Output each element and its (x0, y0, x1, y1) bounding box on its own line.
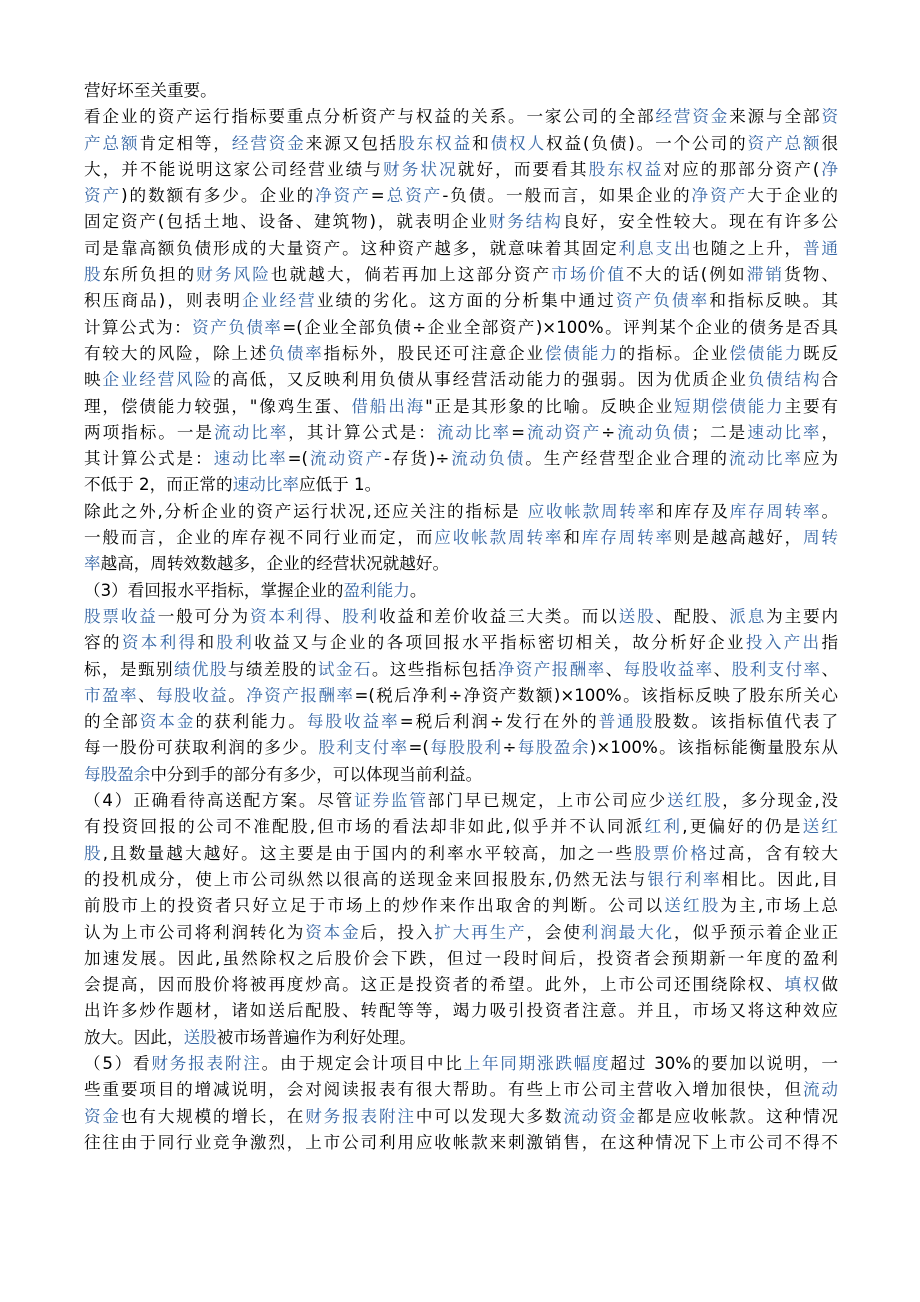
keyword-link[interactable]: 股利支付率 (318, 738, 409, 758)
text-run: 映 (84, 370, 103, 390)
keyword-link[interactable]: 投入产出 (745, 633, 822, 653)
text-line (84, 630, 838, 656)
text-run: 的全部 (84, 712, 140, 732)
text-line (84, 1104, 838, 1130)
text-run: 固定资产(包括土地、设备、建筑物)，就表明企业 (84, 212, 489, 232)
text-run: （3）看回报水平指标，掌握企业的 (84, 580, 344, 600)
text-run: 很 (821, 133, 838, 153)
text-run: 货物、 (784, 265, 838, 285)
text-run: 也随之上升， (692, 238, 803, 258)
text-line (84, 814, 838, 840)
text-line (84, 867, 838, 893)
text-run: 过高，含有较大 (709, 843, 838, 863)
text-run: （4）正确看待高送配方案。尽管 (84, 791, 355, 811)
text-run: ,且数量越大越好。这主要是由于国内的利率水平较高，加之一些 (102, 843, 635, 863)
text-run: 来源又包括 (305, 133, 399, 153)
text-run: 前股市上的投资者只好立足于市场上的炒作来作出取舍的判断。公司以 (84, 896, 665, 916)
text-run: 计算公式为： (84, 317, 193, 337)
text-run: ， (821, 422, 838, 442)
text-line (84, 157, 838, 183)
text-run: 一般可分为 (157, 606, 250, 626)
text-run: 应低于 1。 (298, 475, 382, 495)
text-run: )×100%。该指标能衡量股东从 (589, 738, 838, 758)
keyword-link[interactable]: 资产负债率 (192, 317, 283, 337)
text-run: =( (408, 738, 429, 758)
keyword-link[interactable]: 试金石 (317, 659, 372, 679)
keyword-link[interactable]: 股票价格 (634, 843, 710, 863)
text-line (84, 1077, 838, 1103)
text-run: ，多分现金,没 (722, 791, 838, 811)
keyword-link[interactable]: 财务结构 (488, 212, 563, 232)
text-line (84, 394, 838, 420)
keyword-link[interactable]: 库存周转率 (581, 528, 674, 548)
text-run: 与绩差股的 (227, 659, 318, 679)
text-run: 、 (138, 685, 157, 705)
text-run: 后，投入 (360, 922, 435, 942)
keyword-link[interactable]: 净 (819, 159, 838, 179)
keyword-link[interactable]: 资产总额 (747, 133, 822, 153)
text-run: 、 (821, 659, 838, 679)
text-line (84, 209, 838, 235)
keyword-link[interactable]: 流动资产 (525, 422, 602, 442)
text-run: ,更偏好的仍是 (682, 817, 803, 837)
text-run: 每一股份可获取利润的多少。 (84, 738, 319, 758)
text-run: 不低于 2，而正常的 (84, 475, 233, 495)
keyword-link[interactable]: 盈利能力 (343, 580, 410, 600)
text-run: 越高，周转效数越多，企业的经营状况就越好。 (100, 554, 450, 574)
keyword-link[interactable]: 利息支出 (618, 238, 693, 258)
text-run: 对应的那部分资产( (663, 159, 820, 179)
keyword-link[interactable]: 流动负债 (449, 449, 526, 469)
keyword-link[interactable]: 红利 (644, 817, 683, 837)
text-run: 标，是甄别 (84, 659, 174, 679)
keyword-link[interactable]: 流动比率 (436, 422, 512, 442)
text-line (84, 604, 838, 630)
keyword-link[interactable]: 负债率 (268, 343, 324, 363)
keyword-link[interactable]: 资本利得 (249, 606, 324, 626)
keyword-link[interactable]: 股利支付率 (731, 659, 822, 679)
keyword-link[interactable]: 绩优股 (173, 659, 228, 679)
text-run: （5）看 (84, 1053, 152, 1073)
text-run: 营好坏至关重要。 (84, 81, 217, 100)
text-run: 被市场普遍作为利好处理。 (216, 1027, 416, 1047)
text-run: 中可以发现大多数 (415, 1106, 564, 1126)
text-line (84, 183, 838, 209)
text-run: 和 (472, 133, 491, 153)
keyword-link[interactable]: 流动比率 (214, 422, 289, 442)
keyword-link[interactable]: 速动比率 (747, 422, 822, 442)
text-run: ，其计算公式是： (288, 422, 437, 442)
text-run: ；二是 (691, 422, 748, 442)
keyword-link[interactable]: 送股 (618, 606, 656, 626)
keyword-link[interactable]: 总资产 (384, 186, 443, 206)
keyword-link[interactable]: 每股收益 (156, 685, 229, 705)
text-run: 不大的话(例如 (626, 265, 747, 285)
text-run: 权益(负债)。一个公司的 (546, 133, 748, 153)
text-run: 加速发展。因此,虽然除权之后股价会下跌，但过一段时间后，投资者会预期新一年度的盈利 (84, 948, 838, 968)
text-run: 中分到手的部分有多少，可以体现当前利益。 (150, 764, 483, 784)
text-run: 、 (605, 659, 624, 679)
text-run: 股数。该指标值代表了 (654, 712, 838, 732)
text-line (84, 104, 838, 130)
text-run: 。这些指标包括 (371, 659, 498, 679)
text-run: 的高低，又反映利用负债从事经营活动能力的强弱。因为优质企业 (213, 370, 748, 390)
text-run: 除此之外,分析企业的资产运行状况,还应关注的指标是 (84, 501, 528, 521)
keyword-link[interactable]: 应收帐款周转率 (527, 501, 657, 521)
keyword-link[interactable]: 资本利得 (121, 633, 198, 653)
keyword-link[interactable]: 股东权益 (588, 159, 664, 179)
keyword-link[interactable]: 速动比率 (213, 449, 288, 469)
text-run: 来源与全部 (729, 107, 822, 127)
text-run: = (511, 422, 526, 442)
text-run: 指 (821, 633, 838, 653)
text-run: 。 (228, 685, 247, 705)
text-run: -负债。一般而言，如果企业的 (442, 186, 692, 206)
text-run: 良好，安全性较大。现在有许多公 (562, 212, 838, 232)
text-run: 。 (821, 501, 838, 521)
keyword-link[interactable]: 滞销 (746, 265, 785, 285)
text-run: )的数额有多少。企业的 (121, 186, 316, 206)
text-run: 既反 (803, 343, 838, 363)
text-run: 一般而言，企业的库存视不同行业而定，而 (84, 528, 435, 548)
text-run: 和 (197, 633, 217, 653)
text-line (84, 657, 838, 683)
text-line (84, 893, 838, 919)
text-line (84, 288, 838, 314)
text-line (84, 709, 838, 735)
keyword-link[interactable]: 偿债能力 (729, 343, 804, 363)
text-run: 、配股、 (655, 606, 730, 626)
keyword-link[interactable]: 资产 (84, 186, 122, 206)
text-run: 大，并不能说明这家公司经营业绩与 (84, 159, 384, 179)
keyword-link[interactable]: 填权 (784, 975, 822, 995)
text-run: 东所负担的 (102, 265, 197, 285)
keyword-link[interactable]: 债权人 (490, 133, 547, 153)
text-run: 合 (821, 370, 838, 390)
text-run: 放大。因此， (84, 1027, 184, 1047)
keyword-link[interactable]: 流动负债 (615, 422, 692, 442)
keyword-link[interactable]: 股东权益 (398, 133, 473, 153)
keyword-link[interactable]: 每股盈余 (516, 738, 590, 758)
keyword-link[interactable]: 流动 (802, 1080, 838, 1100)
text-line (84, 472, 838, 498)
keyword-link[interactable]: 送红股 (664, 896, 721, 916)
keyword-link[interactable]: 上年同期涨跌幅度 (463, 1053, 611, 1073)
text-run: 大于企业的 (747, 186, 838, 206)
text-run: 也有大规模的增长，在 (120, 1106, 306, 1126)
keyword-link[interactable]: 股利 (216, 633, 255, 653)
text-line (84, 1051, 838, 1077)
text-run: 。由于规定会计项目中比 (261, 1053, 464, 1073)
document-body (84, 78, 838, 1156)
keyword-link[interactable]: 利润最大化 (581, 922, 674, 942)
keyword-link[interactable]: 股票收益 (84, 606, 158, 626)
text-run: 和指标反映。其 (709, 291, 838, 311)
text-line (84, 315, 838, 341)
text-line (84, 131, 838, 157)
keyword-link[interactable]: 企业经营风险 (102, 370, 214, 390)
keyword-link[interactable]: 财务风险 (196, 265, 271, 285)
keyword-link[interactable]: 净资产报酬率 (246, 685, 355, 705)
keyword-link[interactable]: 派息 (729, 606, 767, 626)
keyword-link[interactable]: 流动资金 (563, 1106, 638, 1126)
text-run: 超过 30%的要加以说明，一 (610, 1053, 838, 1073)
text-line (84, 920, 838, 946)
text-line (84, 946, 838, 972)
text-run: =( (287, 449, 309, 469)
text-line (84, 972, 838, 998)
text-line (84, 841, 838, 867)
keyword-link[interactable]: 流动资产 (308, 449, 384, 469)
text-run: 的获利能力。 (195, 712, 307, 732)
text-line (84, 367, 838, 393)
keyword-link[interactable]: 送股 (183, 1027, 217, 1047)
text-line (84, 683, 838, 709)
keyword-link[interactable]: 普通股 (598, 712, 655, 732)
text-line (84, 525, 838, 551)
keyword-link[interactable]: 股 (84, 265, 103, 285)
text-run: 认为上市公司将利润转化为 (84, 922, 306, 942)
text-run: 就好，而要看其 (457, 159, 589, 179)
text-run: 指标外，股民还可注意企业 (323, 343, 545, 363)
keyword-link[interactable]: 股 (84, 843, 103, 863)
text-run: 主要有 (784, 396, 838, 416)
text-line (84, 420, 838, 446)
keyword-link[interactable]: 资本金 (139, 712, 196, 732)
keyword-link[interactable]: 应收帐款周转率 (434, 528, 564, 548)
keyword-link[interactable]: 周转 (803, 528, 838, 548)
text-run: 有投资回报的公司不准配股,但市场的看法却非如此,似乎并不认同派 (84, 817, 645, 837)
text-run: ，似乎预示着企业正 (673, 922, 838, 942)
keyword-link[interactable]: 净资产 (315, 186, 371, 206)
text-run: 业绩的劣化。这方面的分析集中通过 (316, 291, 616, 311)
text-run: 部门早已规定，上市公司应少 (427, 791, 668, 811)
keyword-link[interactable]: 扩大再生产 (434, 922, 527, 942)
text-run: 出许多炒作题材，诸如送后配股、转配等等，竭力吸引投资者注意。并且，市场又将这种效应 (84, 1001, 838, 1021)
text-run: 也就越大，倘若再加上这部分资产 (270, 265, 552, 285)
keyword-link[interactable]: 送红股 (667, 791, 723, 811)
keyword-link[interactable]: 净资产 (691, 186, 748, 206)
keyword-link[interactable]: 普通 (803, 238, 838, 258)
text-run: 容的 (84, 633, 122, 653)
text-run: 和 (563, 528, 582, 548)
text-line (84, 788, 838, 814)
keyword-link[interactable]: 企业经营 (242, 291, 317, 311)
keyword-link[interactable]: 银行利率 (647, 869, 722, 889)
text-run: 肯定相等， (139, 133, 232, 153)
text-line (84, 998, 838, 1024)
text-run: 些重要项目的增减说明，会对阅读报表有很大帮助。有些上市公司主营收入增加很快，但 (84, 1080, 803, 1100)
keyword-link[interactable]: 财务状况 (383, 159, 458, 179)
text-run: 、 (323, 606, 343, 626)
text-run: 。生产经营型企业合理的 (525, 449, 729, 469)
text-run: 都是应收帐款。这种情况 (637, 1106, 838, 1126)
keyword-link[interactable]: 速动比率 (232, 475, 299, 495)
keyword-link[interactable]: 每股盈余 (84, 764, 151, 784)
text-line (84, 1130, 838, 1156)
text-run: ÷ (502, 738, 517, 758)
text-run: -存货)÷ (383, 449, 450, 469)
keyword-link[interactable]: 财务报表附注 (151, 1053, 262, 1073)
text-run: 往往由于同行业竞争激烈，上市公司利用应收帐款来刺激销售，在这种情况下上市公司不得不 (84, 1132, 838, 1152)
text-run: =税后利润÷发行在外的 (399, 712, 599, 732)
text-run: =(企业全部负债÷企业全部资产)×100%。评判某个企业的债务是否具 (282, 317, 838, 337)
keyword-link[interactable]: 送红 (802, 817, 838, 837)
keyword-link[interactable]: 每股收益率 (306, 712, 400, 732)
keyword-link[interactable]: 股利 (342, 606, 379, 626)
keyword-link[interactable]: 每股股利 (428, 738, 503, 758)
text-line (84, 341, 838, 367)
text-run: 和库存及 (656, 501, 730, 521)
text-line (84, 578, 838, 604)
text-run: 的投机成分，使上市公司纵然以很高的送现金来回报股东,仍然无法与 (84, 869, 648, 889)
text-run: 理，偿债能力较强，"像鸡生蛋、 (84, 396, 352, 416)
text-run: 其计算公式是： (84, 449, 214, 469)
text-run: 会提高，因而股价将被再度炒高。这正是投资者的希望。此外，上市公司还围绕除权、 (84, 975, 785, 995)
text-run: 有较大的风险，除上述 (84, 343, 269, 363)
text-run: =(税后净利÷净资产数额)×100%。该指标反映了股东所关心 (354, 685, 838, 705)
text-run: 收益和差价收益三大类。而以 (379, 606, 619, 626)
keyword-link[interactable]: 产总额 (84, 133, 140, 153)
keyword-link[interactable]: 每股收益率 (623, 659, 714, 679)
text-run: 、 (713, 659, 732, 679)
text-line (84, 262, 838, 288)
keyword-link[interactable]: 证券监管 (354, 791, 428, 811)
keyword-link[interactable]: 短期偿债能力 (674, 396, 785, 416)
text-line (84, 551, 838, 577)
text-run: 应为 (802, 449, 838, 469)
keyword-link[interactable]: 资 (821, 107, 838, 127)
keyword-link[interactable]: 经营资金 (231, 133, 306, 153)
text-line (84, 735, 838, 761)
keyword-link[interactable]: 资本金 (305, 922, 361, 942)
text-run: 看企业的资产运行指标要重点分析资产与权益的关系。一家公司的全部 (84, 107, 656, 127)
text-run: 为主要内 (766, 606, 838, 626)
text-line (84, 446, 838, 472)
keyword-link[interactable]: 负债结构 (747, 370, 822, 390)
text-run: 则是越高越好， (673, 528, 803, 548)
keyword-link[interactable]: 库存周转率 (729, 501, 822, 521)
text-run: ，会使 (526, 922, 582, 942)
text-run: "正是其形象的比喻。反映企业 (425, 396, 675, 416)
text-run: 为主,市场上总 (720, 896, 838, 916)
keyword-link[interactable]: 财务报表附注 (305, 1106, 416, 1126)
keyword-link[interactable]: 资产负债率 (615, 291, 710, 311)
text-run: 两项指标。一是 (84, 422, 214, 442)
text-run: = (370, 186, 385, 206)
text-run: 积压商品)，则表明 (84, 291, 243, 311)
text-line (84, 1025, 838, 1051)
keyword-link[interactable]: 偿债能力 (544, 343, 619, 363)
text-line (84, 762, 838, 788)
text-run: 的指标。企业 (618, 343, 730, 363)
text-line (84, 78, 838, 104)
text-run: 做 (821, 975, 838, 995)
keyword-link[interactable]: 流动比率 (728, 449, 803, 469)
text-run: 司是靠高额负债形成的大量资产。这种资产越多，就意味着其固定 (84, 238, 619, 258)
keyword-link[interactable]: 市场价值 (551, 265, 627, 285)
text-line (84, 236, 838, 262)
text-run: ÷ (601, 422, 616, 442)
keyword-link[interactable]: 率 (84, 554, 101, 574)
text-run: 收益又与企业的各项回报水平指标密切相关，故分析好企业 (254, 633, 746, 653)
keyword-link[interactable]: 借船出海 (351, 396, 426, 416)
text-run: 相比。因此,目 (721, 869, 838, 889)
keyword-link[interactable]: 净资产报酬率 (497, 659, 606, 679)
text-line (84, 499, 838, 525)
keyword-link[interactable]: 市盈率 (84, 685, 139, 705)
keyword-link[interactable]: 经营资金 (655, 107, 730, 127)
keyword-link[interactable]: 资金 (84, 1106, 121, 1126)
text-run: 。 (409, 580, 427, 600)
